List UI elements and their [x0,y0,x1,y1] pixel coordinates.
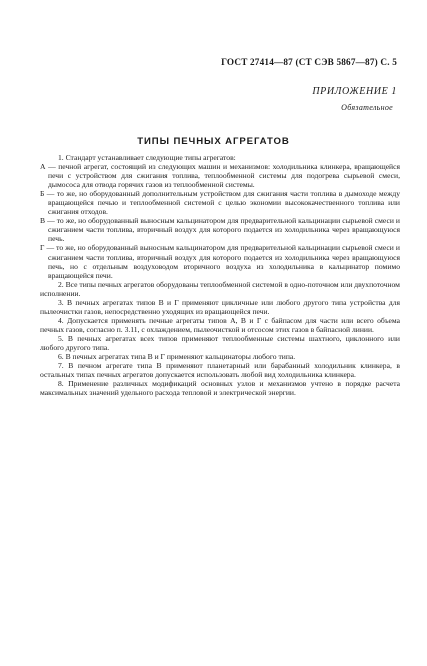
definition-type-g: Г — то же, но оборудованный выносным кальцинатором для предварительной кальцинации сырьевой смеси и сжиганием части топлива, вторичный воздух для которого подается из холодильника через вращающуюся печь, но с отдельным воздуховодом вторичного воздуха из холодильника в кальцинатор помимо вращающейся печи. [40,243,400,280]
definition-type-b: Б — то же, но оборудованный дополнительным устройством для сжигания части топлива в дымоходе между вращающейся печью и теплообменной системой с целью экономии высококачественного топлива или сжигания отходов. [40,189,400,217]
document-body [40,153,400,397]
paragraph-5: 5. В печных агрегатах всех типов применяют теплообменные системы шахтного, циклонного или любого другого типа. [40,333,400,352]
paragraph-8: 8. Применение различных модификаций основных узлов и механизмов учтено в порядке расчета максимальных значений удельного расхода тепловой и электрической энергии. [40,379,400,398]
appendix-note: Обязательное [341,103,393,112]
appendix-title: ПРИЛОЖЕНИЕ 1 [312,86,397,97]
paragraph-7: 7. В печном агрегате типа В применяют планетарный или барабанный холодильник клинкера, в остальных типах печных агрегатов допускается использовать любой вид холодильника клинкера. [40,361,400,380]
paragraph-2: 2. Все типы печных агрегатов оборудованы теплообменной системой в одно-поточном или двухпоточном исполнении. [40,279,400,298]
page-header: ГОСТ 27414—87 (СТ СЭВ 5867—87) С. 5 [221,57,397,67]
paragraph-3: 3. В печных агрегатах типов В и Г применяют цикличные или любого другого типа устройства для пылеочистки газов, непосредственно уходящих из вращающейся печи. [40,297,400,316]
paragraph-4: 4. Допускается применять печные агрегаты типов А, В и Г с байпасом для части или всего объема печных газов, согласно п. 3.11, с охлаждением, пылеочисткой и отсосом этих газов в байпасной линии. [40,315,400,334]
paragraph-6: 6. В печных агрегатах типа В и Г применяют кальцинаторы любого типа. [58,352,296,362]
paragraph-1-intro: 1. Стандарт устанавливает следующие типы агрегатов: [58,153,236,162]
definition-type-a: А — печной агрегат, состоящий из следующих машин и механизмов: холодильника клинкера, вращающейся печи с устройством для сжигания топлива, теплообменной системы для подогрева сырьевой смеси, дымососа для отвода горячих газов из теплообменной системы. [40,162,400,190]
definition-type-v: В — то же, но оборудованный выносным кальцинатором для предварительной кальцинации сырьевой смеси и сжиганием части топлива, вторичный воздух для которого подается из холодильника через вращающуюся печь. [40,216,400,244]
section-title: ТИПЫ ПЕЧНЫХ АГРЕГАТОВ [137,136,290,147]
